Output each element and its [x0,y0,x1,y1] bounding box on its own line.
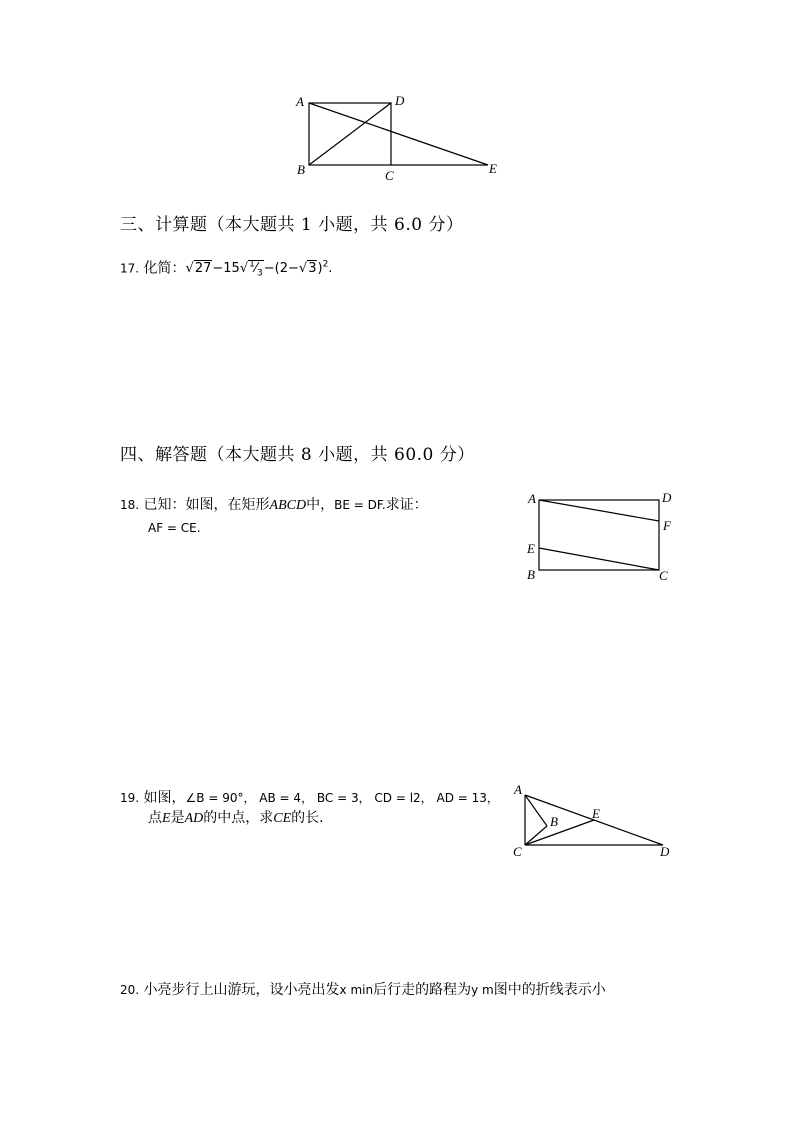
q17-number: 17. [120,261,140,276]
q18-label-b: B [527,567,535,582]
q20-text-e: 图中的折线表示小 [493,982,606,998]
q19-text-a: 如图， [143,790,186,806]
q19-line-ce [525,820,594,845]
q17-inner-sqrt: 3 [308,261,317,277]
q19-label-c: C [513,844,522,859]
question-20 [120,980,606,1000]
q18-text-c: 中， [306,497,335,513]
q19-ce: CE [273,811,292,826]
q19-line-ab [525,795,547,826]
label-e: E [489,161,497,176]
q17-tail-close: ) [317,261,323,277]
q19-label-a: A [514,782,522,797]
q17-end: . [328,261,333,277]
q18-line2: AF = CE. [148,521,201,535]
q20-text-a: 小亮步行上山游玩，设小亮出发 [143,982,340,998]
q18-label-c: C [659,568,668,583]
q19-text-mid: 的中点，求 [203,810,274,826]
q19-text-len: 的长. [291,810,324,826]
label-b: B [297,162,305,177]
q20-text-c: 后行走的路程为 [373,982,472,998]
q19-label-b: B [550,814,558,829]
q19-text-point: 点 [148,810,162,826]
q18-label-f: F [663,518,671,533]
q19-text-is: 是 [170,810,185,826]
q19-label-d: D [660,844,670,859]
label-d: D [395,93,405,108]
q17-frac-num: 1 [249,260,255,270]
q18-prove: 求证： [385,497,428,513]
q18-condition: BE = DF. [334,498,386,512]
q17-power: 2 [322,260,329,270]
section-3-title: 三、计算题（本大题共 1 小题，共 6.0 分） [120,215,464,235]
q19-e: E [162,811,171,826]
q20-y-m: y m [471,983,494,997]
q20-x-min: x min [339,983,374,997]
label-c: C [385,168,394,183]
q17-fraction: $^1⁄_3$ [249,260,263,279]
q18-label-a: A [528,491,536,506]
section-4-title: 四、解答题（本大题共 8 小题，共 60.0 分） [120,445,475,465]
q19-line-bc [525,826,547,845]
q18-number: 18. [120,498,140,512]
q18-text-a: 已知：如图，在矩形 [143,497,270,513]
q18-label-e: E [527,541,535,556]
q19-number: 19. [120,791,140,805]
q19-label-e: E [592,806,600,821]
q17-tail-open: −(2− [263,261,299,277]
q17-coef: −15 [212,261,240,277]
q17-frac-den: 3 [257,268,263,279]
q18-label-d: D [662,490,672,505]
q19-givens: ∠B = 90°， AB = 4， BC = 3， CD = l2， AD = 13， [185,791,499,805]
q20-number: 20. [120,983,140,997]
q19-ad: AD [184,811,204,826]
q17-formula: $√27-15√^1⁄_3-(2-√3)^2$. [185,260,333,279]
q18-abcd: ABCD [269,498,307,513]
q17-sqrt-arg: 27 [194,261,212,277]
q17-prefix: 化简： [143,260,186,277]
label-a: A [296,94,304,109]
